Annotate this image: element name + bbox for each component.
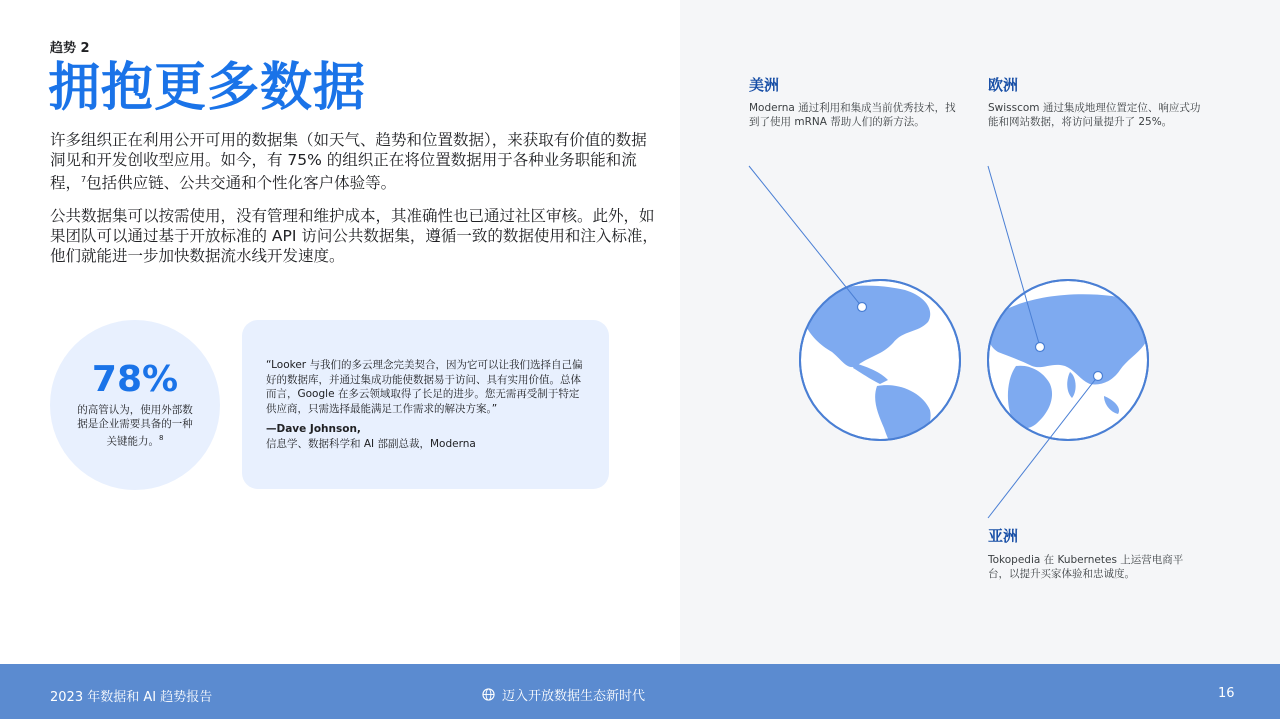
page-number: 16 <box>1218 686 1235 701</box>
stat-label <box>74 403 196 449</box>
globe-icon <box>482 688 495 701</box>
quote-role: 信息学、数据科学和 AI 部副总裁，Moderna <box>266 438 476 450</box>
region-title-asia: 亚洲 <box>988 527 1019 545</box>
footer <box>0 664 1280 719</box>
footer-report-title: 2023 年数据和 AI 趋势报告 <box>50 690 213 705</box>
region-title-americas: 美洲 <box>749 76 780 94</box>
stat-footnote[interactable]: 8 <box>159 434 164 442</box>
americas-pointer-line <box>749 166 862 307</box>
region-desc-asia: Tokopedia 在 Kubernetes 上运营电商平台，以提升买家体验和忠诚度。 <box>988 554 1184 580</box>
americas-globe <box>800 280 960 450</box>
region-desc-europe: Swisscom 通过集成地理位置定位、响应式功能和网站数据，将访问量提升了 25%。 <box>988 102 1201 128</box>
page-title: 拥抱更多数据 <box>48 58 367 118</box>
quote-card <box>242 320 609 489</box>
eurasia-globe <box>987 280 1149 440</box>
region-desc-americas: Moderna 通过利用和集成当前优秀技术，找到了使用 mRNA 帮助人们的新方法。 <box>749 102 956 128</box>
trend-eyebrow: 趋势 2 <box>50 41 90 56</box>
stat-label-text: 的高管认为，使用外部数据是企业需要具备的一种关键能力。 <box>77 404 193 448</box>
footer-section[interactable] <box>482 685 645 704</box>
europe-location-marker <box>1036 343 1045 352</box>
footer-section-label: 迈入开放数据生态新时代 <box>502 689 646 704</box>
stat-circle <box>50 320 220 490</box>
americas-location-marker <box>858 303 867 312</box>
world-globes-illustration <box>680 0 1280 664</box>
quote-text: “Looker 与我们的多云理念完美契合，因为它可以让我们选择自己偏好的数据库，并通过集成功能使数据易于访问、具有实用价值。总体而言，Google 在多云领域取得了长足的进步。您无需再受制于特定供应商，只需选择最能满足工作需求的解决方案。” <box>266 359 583 415</box>
asia-location-marker <box>1094 372 1103 381</box>
paragraph-1-text-a: 许多组织正在利用公开可用的数据集（如天气、趋势和位置数据），来获取有价值的数据洞见和开发创收型应用。如今，有 75% 的组织正在将位置数据用于各种业务职能和流程， <box>50 131 647 193</box>
paragraph-1-text-b: 包括供应链、公共交通和个性化客户体验等。 <box>86 174 397 193</box>
region-title-europe: 欧洲 <box>988 76 1019 94</box>
quote-author: —Dave Johnson, <box>266 423 361 435</box>
paragraph-1 <box>50 130 662 193</box>
footnote-marker[interactable]: 7 <box>81 175 87 184</box>
paragraph-2: 公共数据集可以按需使用，没有管理和维护成本，其准确性也已通过社区审核。此外，如果团队可以通过基于开放标准的 API 访问公共数据集，遵循一致的数据使用和注入标准，他们就能进一步加快数据流水线开发速度。 <box>50 207 658 265</box>
stat-value: 78% <box>91 359 179 400</box>
